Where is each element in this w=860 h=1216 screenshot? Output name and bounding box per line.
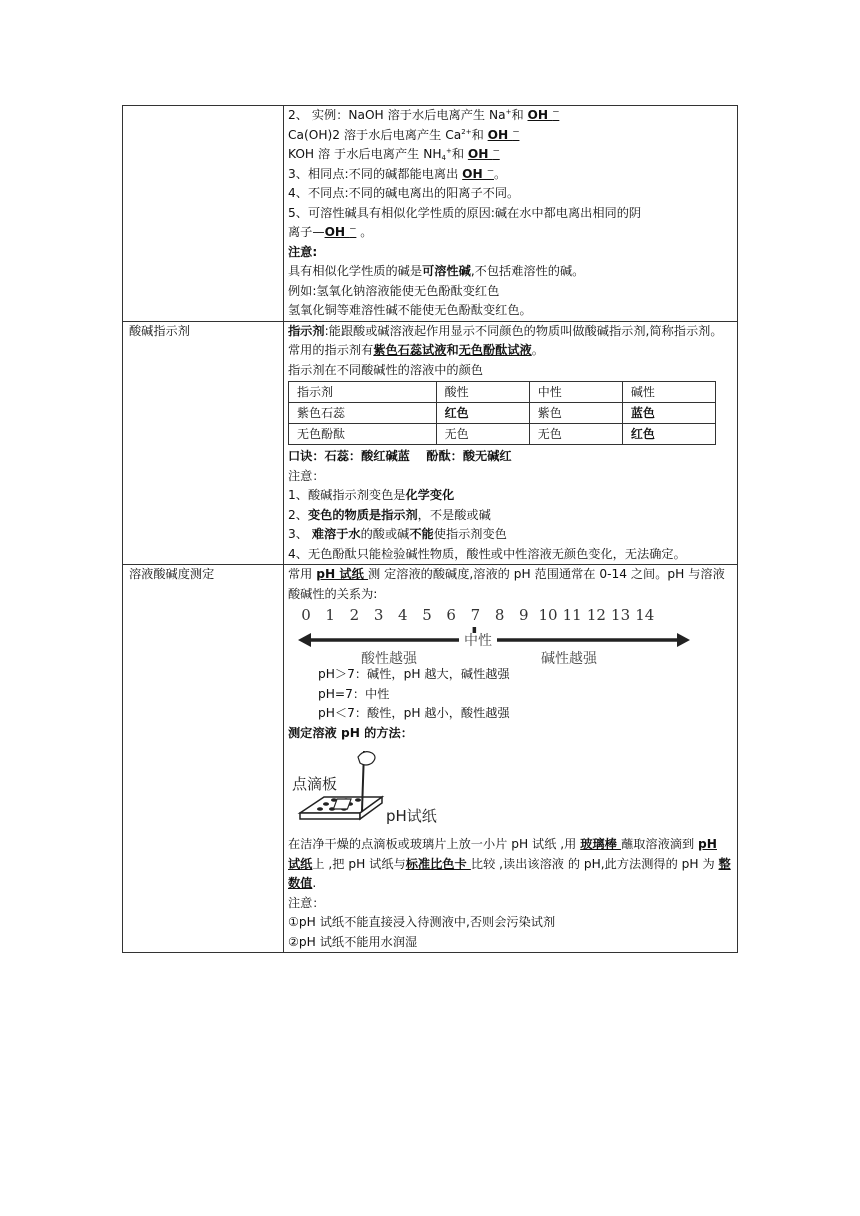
table-row xyxy=(289,424,716,445)
reason-line-2 xyxy=(288,223,732,243)
table-cell: 红色 xyxy=(436,403,529,424)
answer-blank: 紫色石蕊试液 xyxy=(373,343,447,357)
answer-blank: 整数值 xyxy=(288,856,731,890)
text: :能跟酸或碱溶液起作用显示不同颜色的物质叫做酸碱指示剂,简称指示剂。 xyxy=(324,323,723,338)
ph-tick-label: 10 xyxy=(538,606,558,624)
answer-blank: 玻璃棒 xyxy=(580,837,622,851)
plate-label: 点滴板 xyxy=(292,775,338,793)
subscript: 4 xyxy=(441,154,446,162)
row-indicator xyxy=(123,321,738,565)
text: 。 xyxy=(493,166,507,181)
text: 常用 xyxy=(288,567,317,581)
ph-paper-strip xyxy=(333,799,351,809)
base-label: 碱性越强 xyxy=(541,651,597,665)
example-caoh2 xyxy=(288,126,732,146)
note-line: ①pH 试纸不能直接浸入待测液中,否则会污染试剂 xyxy=(288,915,556,929)
answer-blank xyxy=(528,108,560,122)
note-title: 注意： xyxy=(288,895,325,910)
table-cell: 紫色石蕊 xyxy=(289,403,437,424)
superscript: － xyxy=(492,147,500,155)
row-label: 酸碱指示剂 xyxy=(123,321,284,565)
note-line: 例如:氢氧化钠溶液能使无色酚酞变红色 xyxy=(288,283,500,298)
text: OH xyxy=(467,147,493,161)
text: OH xyxy=(462,166,487,181)
text: 1、酸碱指示剂变色是 xyxy=(288,488,406,502)
table-header-cell: 酸性 xyxy=(436,382,529,403)
ph-relation: pH＜7：酸性，pH 越小，酸性越强 xyxy=(318,706,510,720)
paper-label: pH试纸 xyxy=(386,807,437,825)
text: 。 xyxy=(531,343,544,357)
ph-tick-label: 6 xyxy=(446,606,456,624)
text: ，不是酸或碱 xyxy=(417,507,491,522)
ph-tick-label: 5 xyxy=(422,606,432,624)
table-cell: 蓝色 xyxy=(622,403,715,424)
table-cell: 无色酚酞 xyxy=(289,424,437,445)
ph-tick-label: 3 xyxy=(373,606,384,624)
text: 比较 ,读出该溶液 的 pH,此方法测得的 pH 为 xyxy=(470,856,719,871)
text: 测 定溶液的酸碱度,溶液的 pH 范围通常在 0-14 之间。pH 与溶液酸碱性的关系为: xyxy=(288,567,725,601)
text: OH xyxy=(487,127,513,142)
text: 蘸取溶液滴到 xyxy=(621,837,699,851)
superscript: － xyxy=(349,225,357,233)
text: ,不包括难溶性的碱。 xyxy=(470,264,585,278)
text: . xyxy=(312,876,317,890)
text: OH xyxy=(527,108,553,122)
spot-plate-front xyxy=(300,813,360,819)
text: 的酸或碱 xyxy=(360,527,410,541)
example-koh xyxy=(288,145,732,165)
row-label-empty xyxy=(123,106,284,322)
common-indicators xyxy=(288,341,732,361)
ph-tick-label: 13 xyxy=(611,606,631,624)
superscript: － xyxy=(512,127,520,136)
row-ph xyxy=(123,565,738,953)
bold-text: 和 xyxy=(446,343,459,357)
ph-tick-label: 4 xyxy=(398,606,408,624)
text: KOH 溶 于水后电离产生 NH xyxy=(288,147,442,161)
table-header-row xyxy=(289,382,716,403)
row-base-examples xyxy=(123,106,738,322)
text: 上 ,把 pH 试纸与 xyxy=(312,856,406,871)
text: 在洁净干燥的点滴板或玻璃片上放一小片 pH 试纸 ,用 xyxy=(288,837,581,851)
bold-text: 化学变化 xyxy=(405,488,455,502)
ph-tick-label: 1 xyxy=(325,606,335,624)
bold-text: 不能 xyxy=(409,527,434,541)
superscript: － xyxy=(552,108,560,116)
superscript: + xyxy=(505,108,512,116)
note-line xyxy=(288,486,732,506)
hand xyxy=(358,752,375,765)
text: 和 xyxy=(471,127,488,142)
row-label: 溶液酸碱度测定 xyxy=(123,565,284,953)
table-cell: 紫色 xyxy=(529,403,622,424)
table-cell: 无色 xyxy=(436,424,529,445)
table-row xyxy=(289,403,716,424)
ph-relation: pH＞7：碱性，pH 越大，碱性越强 xyxy=(318,667,510,681)
answer-blank xyxy=(462,167,494,181)
bold-text: 指示剂 xyxy=(288,323,325,338)
neutral-label: 中性 xyxy=(464,633,492,649)
note-line: 4、无色酚酞只能检验碱性物质，酸性或中性溶液无颜色变化，无法确定。 xyxy=(288,546,686,561)
ph-tick-label: 11 xyxy=(562,606,582,624)
ph-tick-label: 9 xyxy=(519,606,529,624)
ph-relation: pH=7：中性 xyxy=(318,686,390,701)
answer-blank xyxy=(468,147,500,161)
answer-blank: pH 试纸 xyxy=(288,837,717,871)
superscript: + xyxy=(445,147,452,155)
answer-blank: pH 试纸 xyxy=(316,567,369,581)
reason-line-1: 5、可溶性碱具有相似化学性质的原因:碱在水中都电离出相同的阴 xyxy=(288,205,642,220)
text: 具有相似化学性质的碱是 xyxy=(288,264,423,278)
ph-tick-label: 8 xyxy=(494,606,505,624)
answer-blank: 无色酚酞试液 xyxy=(458,343,532,357)
table-cell: 无色 xyxy=(529,424,622,445)
note-line xyxy=(288,525,732,545)
text: 和 xyxy=(451,147,468,161)
text: 3、相同点:不同的碱都能电离出 xyxy=(288,166,463,181)
row-content xyxy=(284,106,738,322)
table-header-cell: 中性 xyxy=(529,382,622,403)
text: 使指示剂变色 xyxy=(433,527,507,541)
right-arrowhead xyxy=(677,633,690,647)
method-description xyxy=(288,835,732,894)
note-line: 氢氧化铜等难溶性碱不能使无色酚酞变红色。 xyxy=(288,303,532,317)
table-header-cell: 碱性 xyxy=(622,382,715,403)
text: 和 xyxy=(511,108,528,122)
ph-scale-figure xyxy=(291,605,691,665)
answer-blank: 标准比色卡 xyxy=(405,856,471,871)
mnemonic: 口诀：石蕊：酸红碱蓝 酚酞：酸无碱红 xyxy=(288,449,512,463)
superscript: 2+ xyxy=(461,127,472,136)
text: 3、 xyxy=(288,527,312,541)
row-content xyxy=(284,565,738,953)
ph-intro xyxy=(288,565,732,604)
acid-label: 酸性越强 xyxy=(361,651,417,665)
same-point xyxy=(288,165,732,185)
note-title: 注意: xyxy=(288,244,318,259)
note-line xyxy=(288,262,732,282)
text: Ca(OH)2 溶于水后电离产生 Ca xyxy=(288,127,462,142)
table-header-cell: 指示剂 xyxy=(289,382,437,403)
example-naoh xyxy=(288,106,732,126)
bold-text: 可溶性碱 xyxy=(422,264,471,278)
table-caption: 指示剂在不同酸碱性的溶液中的颜色 xyxy=(288,362,483,377)
ph-tick-label: 2 xyxy=(349,606,360,624)
method-title: 测定溶液 pH 的方法： xyxy=(288,725,413,740)
notes-table xyxy=(122,105,738,953)
bold-text: 难溶于水 xyxy=(311,527,361,541)
note-line xyxy=(288,506,732,526)
text: 常用的指示剂有 xyxy=(288,343,374,357)
ph-tick-label: 12 xyxy=(586,606,606,624)
ph-tick-label: 0 xyxy=(301,606,311,624)
answer-blank xyxy=(325,225,357,239)
note-title: 注意： xyxy=(288,468,325,483)
indicator-definition xyxy=(288,322,732,342)
ph-tick-labels xyxy=(301,606,654,624)
left-arrowhead xyxy=(298,633,311,647)
row-content xyxy=(284,321,738,565)
bold-text: 变色的物质是指示剂 xyxy=(307,507,418,522)
text: 2、 实例：NaOH 溶于水后电离产生 Na xyxy=(288,108,506,122)
ph-test-illustration xyxy=(290,747,440,829)
table-cell: 红色 xyxy=(622,424,715,445)
superscript: － xyxy=(486,166,494,175)
ph-tick-label: 7 xyxy=(470,606,481,624)
diff-point: 4、不同点:不同的碱电离出的阳离子不同。 xyxy=(288,186,520,200)
answer-blank xyxy=(488,128,520,142)
text: 。 xyxy=(356,225,373,239)
text: 离子— xyxy=(288,225,325,239)
ph-tick-label: 14 xyxy=(635,606,655,624)
indicator-color-table xyxy=(288,381,716,445)
text: 2、 xyxy=(288,507,308,522)
text: OH xyxy=(324,225,350,239)
note-line: ②pH 试纸不能用水润湿 xyxy=(288,934,418,949)
